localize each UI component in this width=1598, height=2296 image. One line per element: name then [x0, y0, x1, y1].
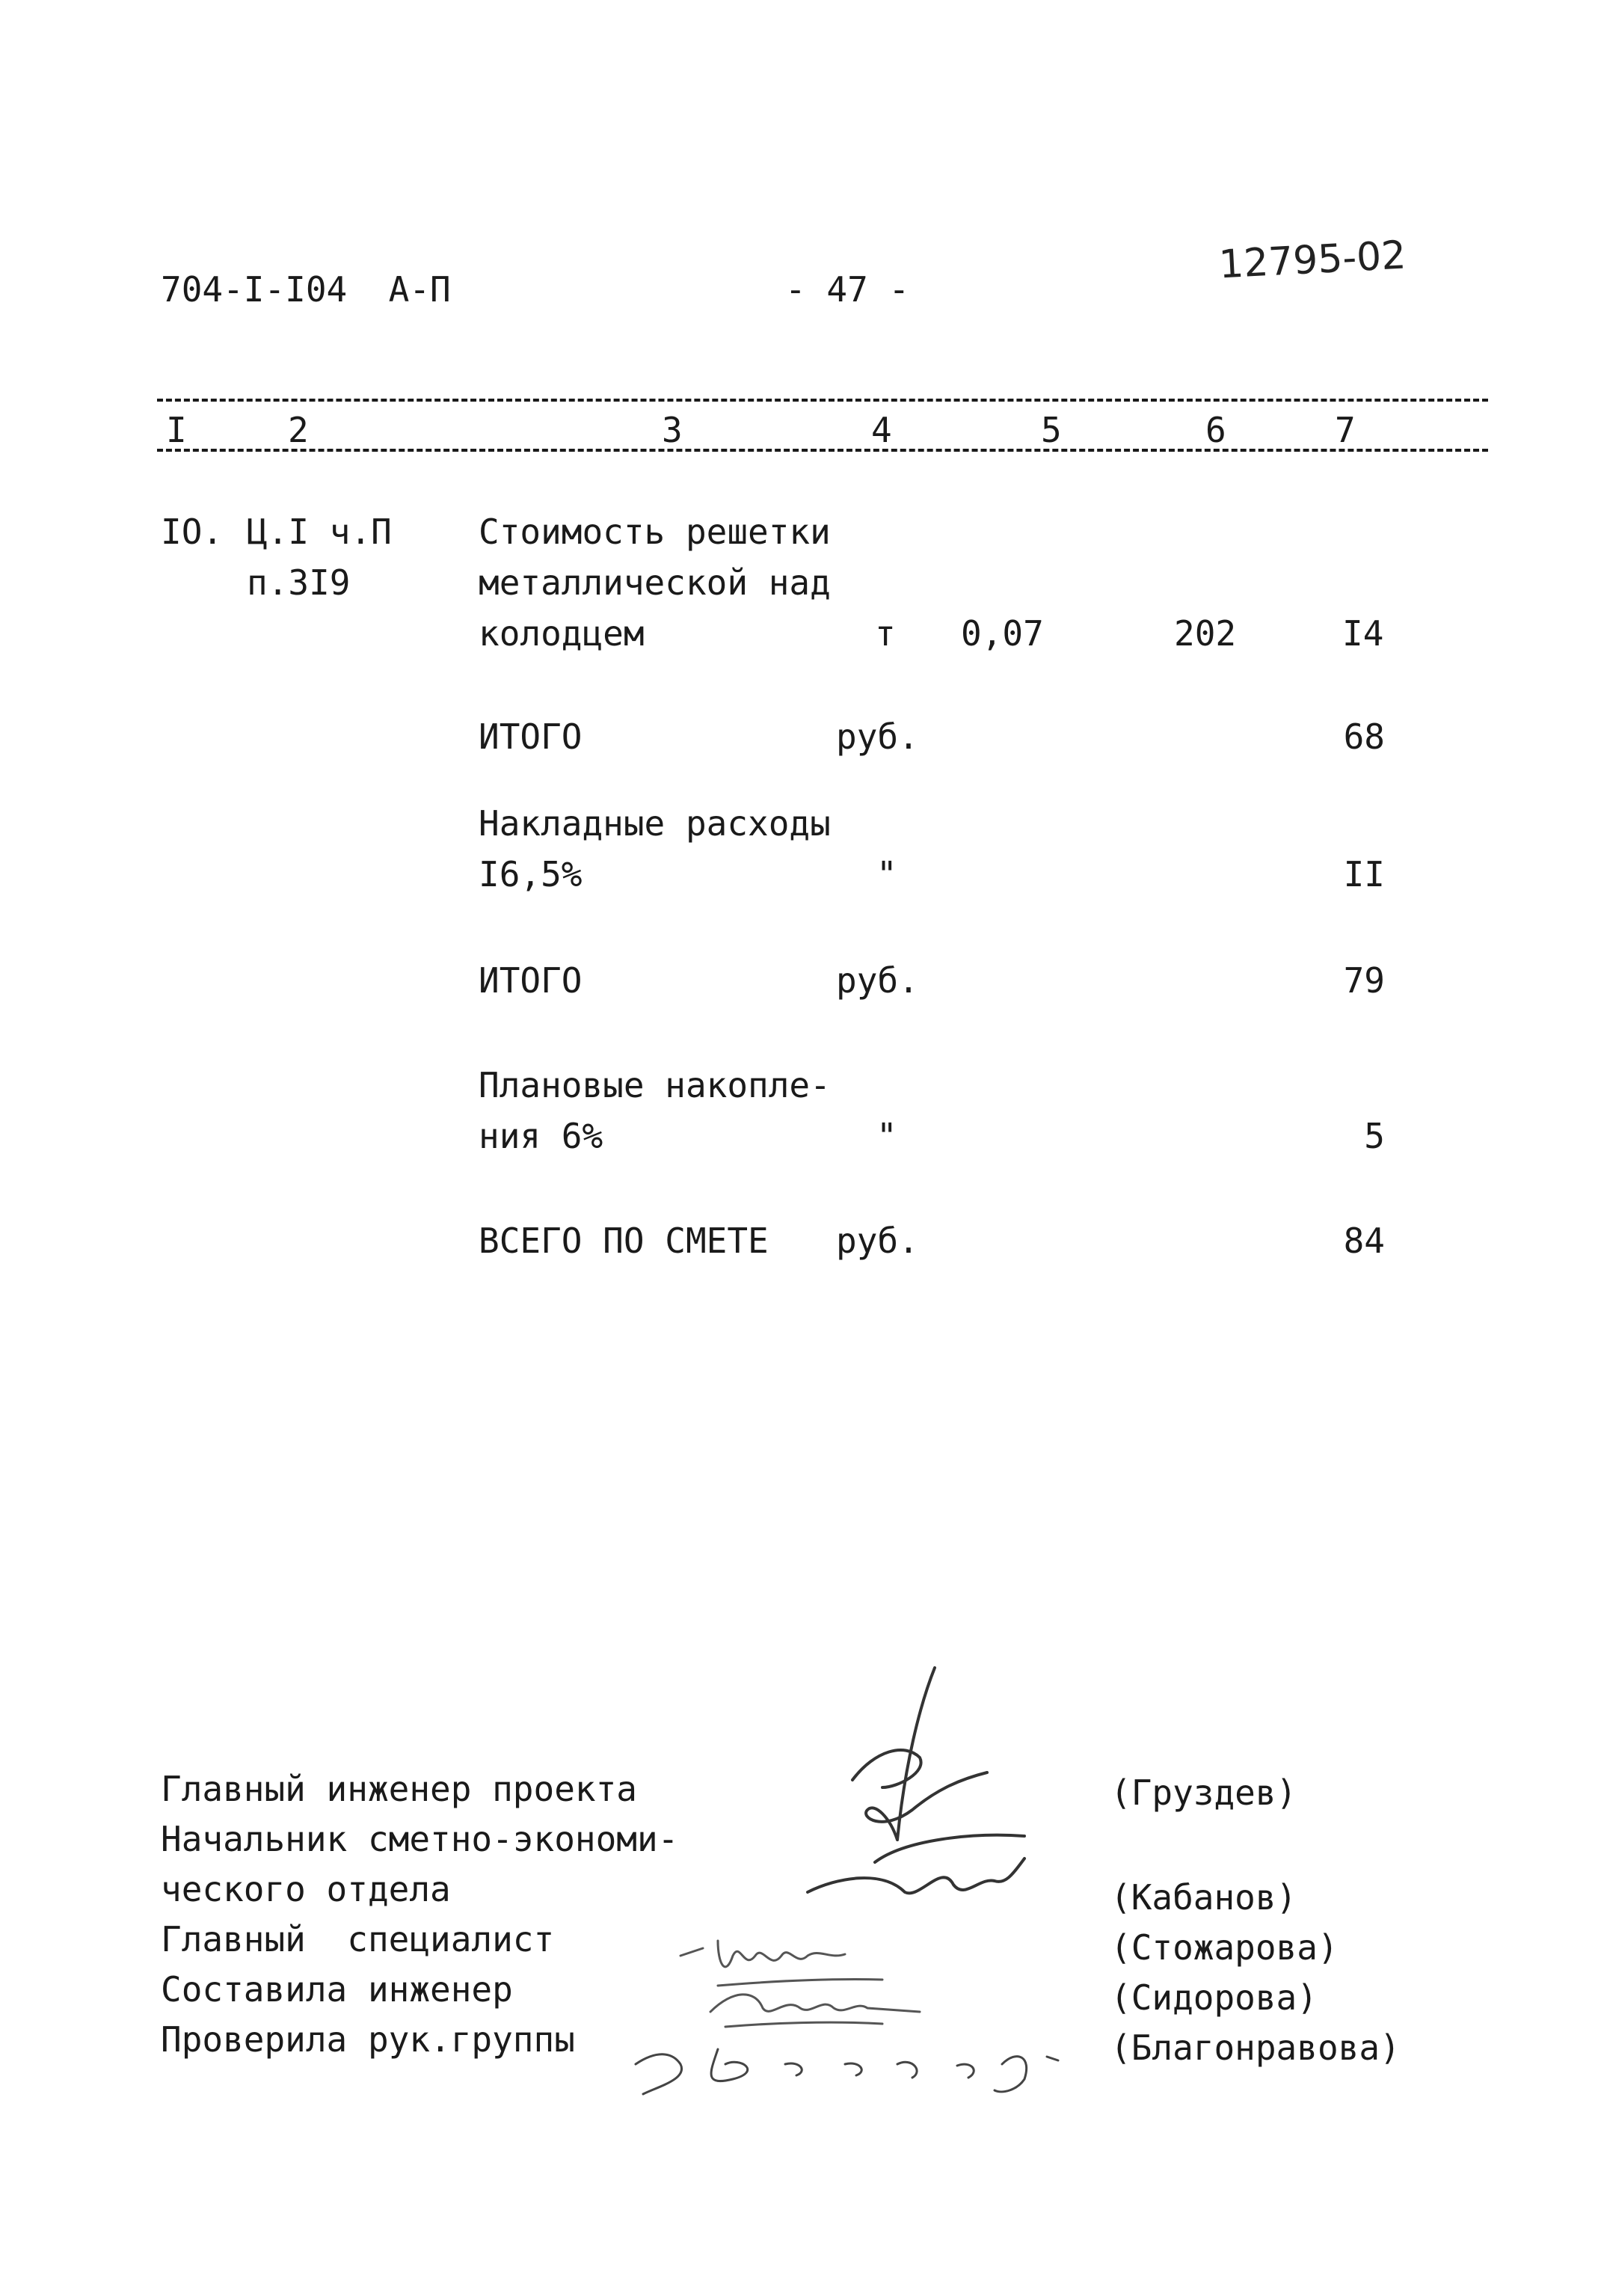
- column-number-5: 5: [1041, 410, 1062, 450]
- name-kabanov: (Кабанов): [1110, 1877, 1297, 1918]
- role-checked-by: Проверила рук.группы: [161, 2019, 575, 2060]
- column-number-4: 4: [871, 410, 892, 450]
- role-head-estimating-1: Начальник сметно-экономи-: [161, 1819, 679, 1859]
- table-top-rule: [157, 399, 1488, 402]
- row-description-1: Стоимость решетки: [479, 512, 831, 552]
- overhead-label: Накладные расходы: [479, 803, 831, 844]
- name-stozharova: (Стожарова): [1110, 1927, 1339, 1968]
- row-number: IO.: [161, 512, 224, 552]
- role-compiled-by: Составила инженер: [161, 1969, 513, 2010]
- document-code: 704-I-I04 А-П: [161, 269, 451, 310]
- stamp-number: 12795-02: [1217, 233, 1407, 288]
- name-sidorova: (Сидорова): [1110, 1977, 1318, 2018]
- planned-savings-value: 5: [1364, 1116, 1385, 1156]
- total-unit: руб.: [836, 960, 919, 1001]
- subtotal-unit: руб.: [836, 716, 919, 757]
- row-unit: т: [875, 613, 896, 654]
- table-header-rule: [157, 449, 1488, 452]
- signature-kabanov: [793, 1825, 1039, 1907]
- signature-blagonravova: [628, 2019, 1062, 2102]
- row-quantity: 0,07: [961, 613, 1044, 654]
- role-chief-engineer: Главный инженер проекта: [161, 1769, 637, 1809]
- column-number-3: 3: [662, 410, 683, 450]
- total-label: ИТОГО: [479, 960, 583, 1001]
- grand-total-value: 84: [1343, 1221, 1385, 1261]
- column-number-2: 2: [288, 410, 309, 450]
- overhead-rate: I6,5%: [479, 854, 583, 894]
- column-number-7: 7: [1335, 410, 1356, 450]
- grand-total-label: ВСЕГО ПО СМЕТЕ: [479, 1221, 769, 1261]
- planned-savings-label: Плановые накопле-: [479, 1065, 831, 1105]
- subtotal-value: 68: [1343, 716, 1385, 757]
- name-gruzdev: (Груздев): [1110, 1772, 1297, 1813]
- overhead-unit: ": [876, 854, 897, 894]
- row-price: 202: [1174, 613, 1237, 654]
- planned-savings-rate: ния 6%: [479, 1116, 603, 1156]
- overhead-value: II: [1343, 854, 1385, 894]
- row-reference-1: Ц.I ч.П: [247, 512, 392, 552]
- subtotal-label: ИТОГО: [479, 716, 583, 757]
- row-description-3: колодцем: [479, 613, 645, 654]
- planned-savings-unit: ": [876, 1116, 897, 1156]
- row-description-2: металлической над: [479, 562, 831, 603]
- row-total: I4: [1342, 613, 1384, 654]
- role-chief-specialist: Главный специалист: [161, 1919, 555, 1959]
- grand-total-unit: руб.: [836, 1221, 919, 1261]
- row-reference-2: п.3I9: [247, 562, 351, 603]
- column-number-6: 6: [1205, 410, 1226, 450]
- name-blagonravova: (Благонравова): [1110, 2028, 1401, 2068]
- role-head-estimating-2: ческого отдела: [161, 1869, 451, 1909]
- page-number: - 47 -: [785, 269, 910, 310]
- column-number-1: I: [166, 410, 187, 450]
- total-value: 79: [1343, 960, 1385, 1001]
